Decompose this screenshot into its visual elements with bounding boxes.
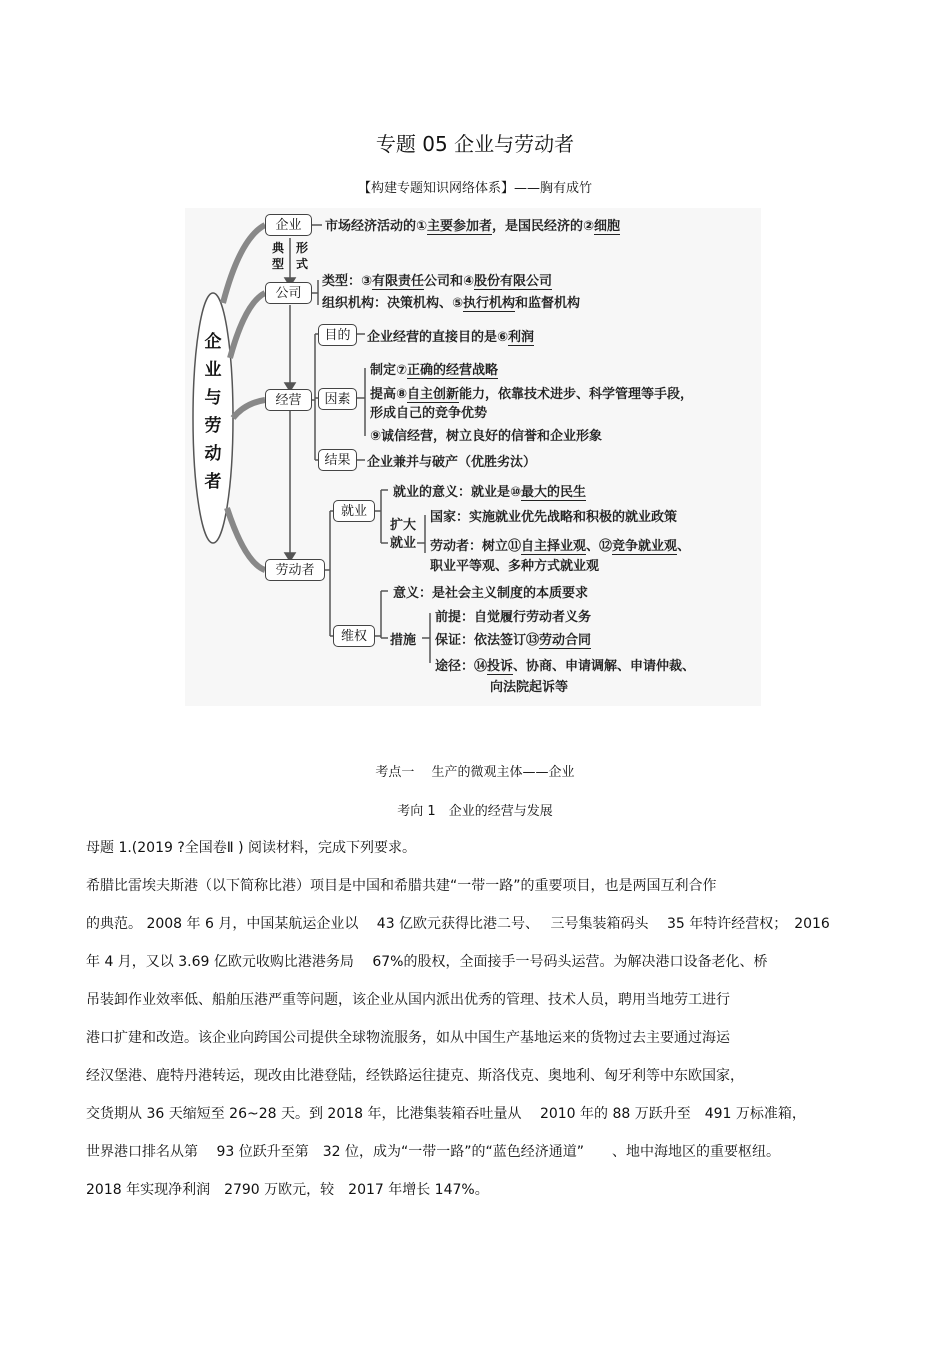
yinsu-line2: 提高⑧自主创新能力，依靠技术进步、科学管理等手段， [370,387,694,402]
weiquan-qianti: 前提：自觉履行劳动者义务 [435,610,592,625]
yinsu-line3: 形成自己的竞争优势 [370,406,488,421]
weiquan-yiyi: 意义：是社会主义制度的本质要求 [393,586,589,601]
kuoda-jiuye: 扩大 就业 [390,518,417,551]
node-gongsi: 公司 [265,282,312,304]
page-title: 专题 05 企业与劳动者 [375,132,575,156]
node-jieguo: 结果 [318,449,357,471]
form-label-left: 典 型 [271,241,284,271]
gongsi-type: 类型：③有限责任公司和④股份有限公司 [322,274,553,289]
knowledge-network-diagram [185,208,761,706]
paragraph-line: 交货期从 36 天缩短至 26~28 天。到 2018 年，比港集装箱吞吐量从 2010 年的 88 万跃升至 491 万标准箱， [86,1106,806,1122]
paragraph-line: 母题 1.(2019 ?全国卷Ⅱ ) 阅读材料，完成下列要求。 [86,840,417,856]
jieguo-text: 企业兼并与破产（优胜劣汰） [367,455,537,470]
paragraph-line: 年 4 月，又以 3.69 亿欧元收购比港港务局 67%的股权，全面接手一号码头运营。为解决港口设备老化、桥 [86,954,768,970]
yinsu-line4: ⑨诚信经营，树立良好的信誉和企业形象 [370,429,603,444]
paragraph-line: 经汉堡港、鹿特丹港转运，现改由比港登陆，经铁路运往捷克、斯洛伐克、奥地利、匈牙利等中东欧国家， [86,1068,744,1084]
paragraph-line: 世界港口排名从第 93 位跃升至第 32 位，成为“一带一路”的“蓝色经济通道” 、地中海地区的重要枢纽。 [86,1144,780,1160]
subsection-heading: 考向 1 企业的经营与发展 [397,804,553,819]
node-laodongzhe: 劳动者 [265,559,325,581]
jiuye-laodongzhe-2: 职业平等观、多种方式就业观 [430,559,600,574]
jiuye-guojia: 国家：实施就业优先战略和积极的就业政策 [430,510,678,525]
section-heading: 考点一 生产的微观主体——企业 [375,765,575,780]
paragraph-line: 2018 年实现净利润 2790 万欧元，较 2017 年增长 147%。 [86,1182,489,1198]
weiquan-cuoshi: 措施 [390,633,417,648]
weiquan-tujing-2: 向法院起诉等 [490,680,569,695]
weiquan-tujing: 途径：⑭投诉、协商、申请调解、申请仲裁、 [435,659,696,674]
node-jiuye: 就业 [333,500,375,522]
mudi-text: 企业经营的直接目的是⑥利润 [367,330,535,345]
node-weiquan: 维权 [333,625,375,647]
page-subtitle: 【构建专题知识网络体系】——胸有成竹 [357,181,592,196]
node-mudi: 目的 [318,324,357,346]
paragraph-line: 的典范。 2008 年 6 月，中国某航运企业以 43 亿欧元获得比港二号、 三号集装箱码头 35 年特许经营权； 2016 [86,916,830,932]
node-qiye: 企业 [265,214,312,236]
form-label-right: 形 式 [295,241,308,271]
node-yinsu: 因素 [318,388,357,410]
yinsu-line1: 制定⑦正确的经营战略 [370,363,499,378]
weiquan-baozheng: 保证：依法签订⑬劳动合同 [435,633,592,648]
root-label: 企 业 与 劳 动 者 [204,332,222,492]
gongsi-org: 组织机构：决策机构、⑤执行机构和监督机构 [322,296,581,311]
qiye-desc: 市场经济活动的①主要参加者，是国民经济的②细胞 [325,219,621,234]
node-jingying: 经营 [265,389,312,411]
paragraph-line: 希腊比雷埃夫斯港（以下简称比港）项目是中国和希腊共建“一带一路”的重要项目，也是两国互利合作 [86,878,717,894]
paragraph-line: 吊装卸作业效率低、船舶压港严重等问题，该企业从国内派出优秀的管理、技术人员，聘用当地劳工进行 [86,992,730,1008]
jiuye-laodongzhe: 劳动者：树立⑪自主择业观、⑫竞争就业观、 [430,539,691,554]
paragraph-line: 港口扩建和改造。该企业向跨国公司提供全球物流服务，如从中国生产基地运来的货物过去主要通过海运 [86,1030,730,1046]
jiuye-yiyi: 就业的意义：就业是⑩最大的民生 [393,485,587,500]
